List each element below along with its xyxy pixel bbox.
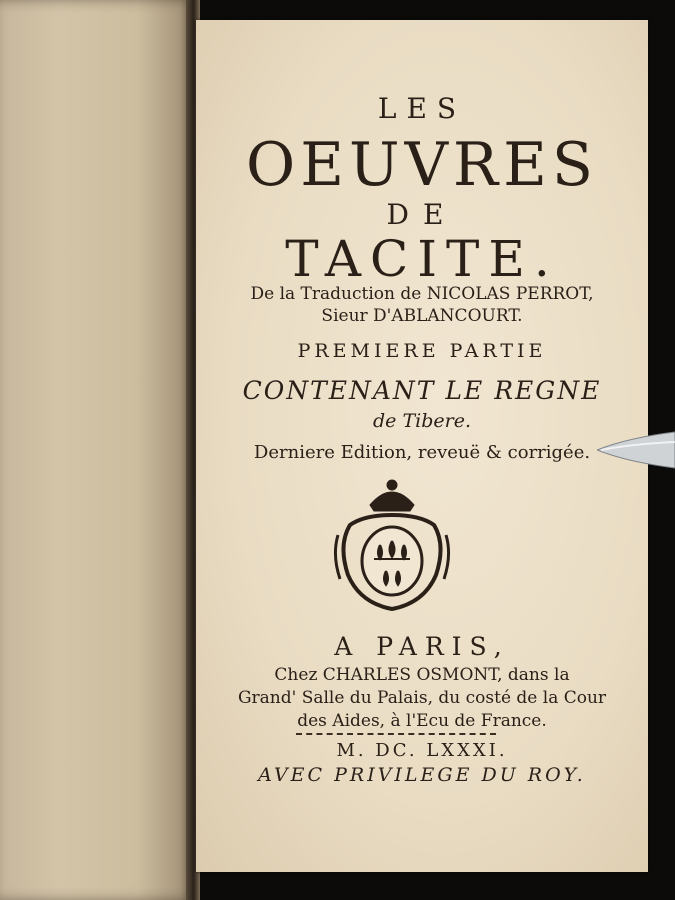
translation-line-1: De la Traduction de NICOLAS PERROT, xyxy=(250,284,594,304)
title-de: DE xyxy=(386,198,458,231)
title-page xyxy=(196,20,648,872)
privilege-line: AVEC PRIVILEGE DU ROY. xyxy=(258,764,586,786)
publisher-line-1: Chez CHARLES OSMONT, dans la xyxy=(274,665,570,685)
contents-subline: de Tibere. xyxy=(373,410,471,432)
page-clip-marker xyxy=(597,428,675,470)
translation-line-2: Sieur D'ABLANCOURT. xyxy=(321,306,523,326)
title-tacite: TACITE. xyxy=(285,230,559,288)
edition-note: Derniere Edition, reveuë & corrigée. xyxy=(253,442,591,463)
imprint-date: M. DC. LXXXI. xyxy=(336,740,508,761)
left-page xyxy=(0,0,196,900)
contents-line: CONTENANT LE REGNE xyxy=(242,376,602,405)
publisher-line-2: Grand' Salle du Palais, du costé de la Cour xyxy=(237,688,607,708)
part-label: PREMIERE PARTIE xyxy=(297,340,547,362)
imprint-place: A PARIS, xyxy=(334,632,510,661)
fleur-de-lis-coat-of-arms-icon xyxy=(330,475,454,615)
publisher-line-3: des Aides, à l'Ecu de France. xyxy=(297,711,547,731)
divider-rule xyxy=(296,733,496,735)
title-oeuvres: OEUVRES xyxy=(246,130,598,200)
title-les: LES xyxy=(377,92,467,125)
